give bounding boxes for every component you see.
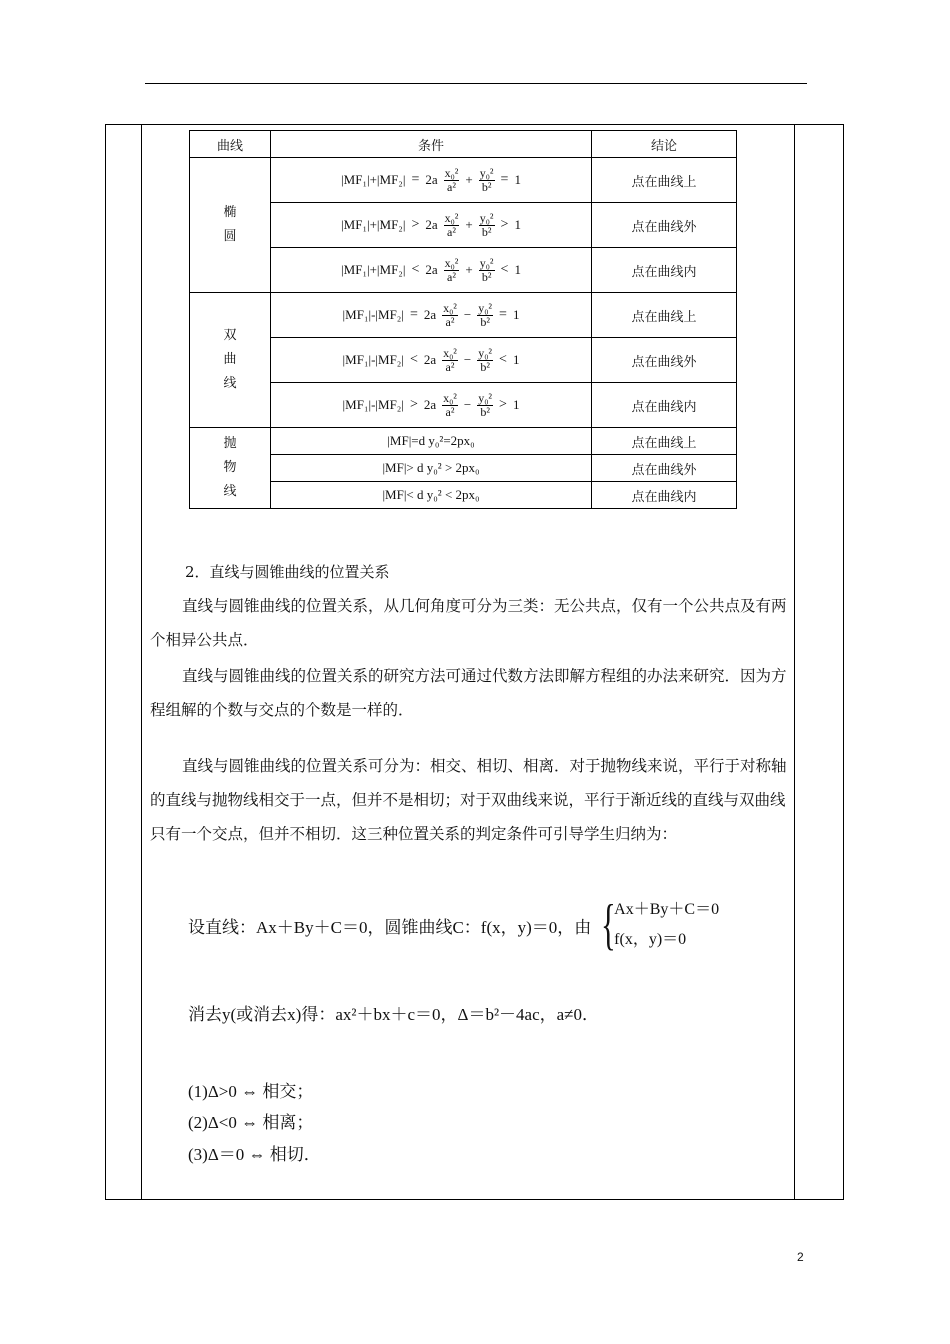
y-fraction [479,257,495,284]
x-fraction [444,212,460,239]
ellipse-row [190,158,737,203]
x-fraction [444,257,460,284]
ellipse-group [190,158,737,293]
conclusion-cell: 点在曲线外 [592,455,737,482]
focal-distance-sum: |MF₁|+|MF₂| [341,217,406,232]
y-fraction [477,392,493,419]
paragraph-classification [150,589,790,657]
y-numerator: y₀² [478,345,493,360]
focal-distance-sum: |MF₁|-|MF₂| [342,307,404,322]
x-denominator: a² [445,359,455,374]
paragraph-text: 直线与圆锥曲线的位置关系的研究方法可通过代数方法即解方程组的办法来研究．因为方程组解的个数与交点的个数是一样的． [150,667,787,719]
ellipse-row [190,248,737,293]
focal-distance-sum: |MF₁|-|MF₂| [342,352,404,367]
parabola-name-cell [190,428,271,509]
relation-rhs: 1 [514,262,521,277]
paragraph-relations [150,749,790,851]
condition-formula: |MF|=d y₀²=2px₀ [387,433,475,448]
ellipse-name-char: 圆 [223,229,237,244]
comparison-operator: < [409,352,418,367]
hyperbola-group [190,293,737,428]
paragraph-text: 直线与圆锥曲线的位置关系，从几何角度可分为三类：无公共点，仅有一个公共点及有两个相异公共点． [150,597,787,649]
relation-operator: > [499,397,507,412]
conclusion-cell: 点在曲线内 [592,383,737,428]
conclusion-cell: 点在曲线内 [592,248,737,293]
fraction-sign: − [463,397,472,412]
two-a: 2a [425,262,438,277]
relation-operator: < [499,352,507,367]
hyperbola-row [190,293,737,338]
condition-cell [271,203,592,248]
hyperbola-name-char: 线 [223,376,237,391]
two-a: 2a [425,172,438,187]
relation-operator: > [500,217,509,232]
case-intersect: (1)Δ>0 ⇔ 相交； [188,1082,314,1101]
condition-cell [271,482,592,509]
comparison-operator: = [411,172,420,187]
y-numerator: y₀² [479,255,494,270]
ellipse-row [190,203,737,248]
x-fraction [442,347,458,374]
y-numerator: y₀² [478,300,493,315]
fraction-sign: + [465,262,473,277]
condition-formula [341,257,521,284]
two-a: 2a [423,352,437,367]
two-a: 2a [423,397,437,412]
paragraph-text: 直线与圆锥曲线的位置关系可分为：相交、相切、相离．对于抛物线来说，平行于对称轴的直线与抛物线相交于一点，但并不是相切；对于双曲线来说，平行于渐近线的直线与双曲线只有一个交点，但并不相切．这三种位置关系的判定条件可引导学生归纳为： [150,757,787,843]
setup-equation [188,895,719,955]
ellipse-name-char: 椭 [223,205,237,220]
focal-distance-sum: |MF₁|+|MF₂| [341,262,406,277]
condition-cell [271,338,592,383]
relation-rhs: 1 [514,172,521,187]
y-numerator: y₀² [479,165,494,180]
fraction-sign: + [465,217,473,232]
relation-rhs: 1 [512,352,520,367]
y-fraction [477,347,493,374]
x-denominator: a² [445,404,455,419]
header-conclusion: 结论 [592,131,737,158]
condition-cell [271,293,592,338]
x-numerator: x₀² [444,165,459,180]
y-denominator: b² [480,314,490,329]
x-numerator: x₀² [444,255,459,270]
y-fraction [477,302,493,329]
parabola-row [190,428,737,455]
relation-rhs: 1 [514,217,521,232]
relation-operator: = [500,172,509,187]
x-denominator: a² [447,224,456,239]
paragraph-method [150,659,790,727]
y-denominator: b² [480,404,490,419]
focal-distance-sum: |MF₁|+|MF₂| [341,172,406,187]
conclusion-cell: 点在曲线上 [592,428,737,455]
relation-operator: = [499,307,507,322]
parabola-name-char: 抛 [223,436,237,451]
relation-rhs: 1 [512,397,520,412]
x-fraction [442,302,458,329]
condition-formula: |MF|> d y₀² > 2px₀ [382,460,480,475]
x-numerator: x₀² [444,210,459,225]
two-a: 2a [423,307,437,322]
y-denominator: b² [480,359,490,374]
parabola-name-char: 物 [223,460,237,475]
x-denominator: a² [447,269,456,284]
x-numerator: x₀² [443,300,457,315]
hyperbola-name-cell [190,293,271,428]
focal-distance-sum: |MF₁|-|MF₂| [342,397,404,412]
brace-icon: { [601,894,617,956]
condition-formula [343,347,520,374]
ellipse-name-cell [190,158,271,293]
condition-cell [271,455,592,482]
y-denominator: b² [481,224,492,239]
conic-position-table [189,130,737,509]
elimination-result: 消去y(或消去x)得：ax²＋bx＋c＝0，Δ＝b²－4ac，a≠0． [188,1005,600,1024]
case-tangent: (3)Δ＝0 ⇔ 相切． [188,1145,321,1164]
header-rule [145,83,807,84]
y-denominator: b² [481,179,492,194]
y-numerator: y₀² [479,210,494,225]
section-title: 2．直线与圆锥曲线的位置关系 [185,563,390,581]
comparison-operator: = [409,307,418,322]
hyperbola-name-char: 双 [223,328,237,343]
header-curve: 曲线 [190,131,271,158]
relation-rhs: 1 [512,307,520,322]
fraction-sign: + [465,172,473,187]
page-number: 2 [797,1250,804,1264]
condition-formula [341,167,521,194]
comparison-operator: < [411,262,420,277]
hyperbola-row [190,383,737,428]
frame-right-rule [794,125,795,1199]
conclusion-cell: 点在曲线内 [592,482,737,509]
fraction-sign: − [463,352,472,367]
conclusion-cell: 点在曲线上 [592,158,737,203]
conclusion-cell: 点在曲线外 [592,338,737,383]
system-eq-conic: f(x，y)＝0 [614,931,687,948]
conclusion-cell: 点在曲线外 [592,203,737,248]
condition-formula [343,392,520,419]
condition-formula [343,302,520,329]
x-denominator: a² [445,314,455,329]
comparison-operator: > [411,217,420,232]
condition-cell [271,428,592,455]
y-fraction [479,167,495,194]
y-denominator: b² [481,269,492,284]
condition-cell [271,248,592,293]
setup-text: 设直线：Ax＋By＋C＝0，圆锥曲线C：f(x，y)＝0，由 [188,917,592,937]
x-numerator: x₀² [443,390,457,405]
y-fraction [479,212,495,239]
case-separate: (2)Δ<0 ⇔ 相离； [188,1113,314,1132]
parabola-name-char: 线 [223,484,237,499]
y-numerator: y₀² [478,390,493,405]
header-condition: 条件 [271,131,592,158]
x-fraction [444,167,460,194]
parabola-group [190,428,737,509]
condition-cell [271,383,592,428]
parabola-row [190,455,737,482]
system-eq-line: Ax＋By＋C＝0 [614,901,720,918]
condition-formula [341,212,521,239]
conclusion-cell: 点在曲线上 [592,293,737,338]
parabola-row [190,482,737,509]
condition-cell [271,158,592,203]
x-numerator: x₀² [443,345,457,360]
equation-system [595,895,719,955]
relation-operator: < [500,262,509,277]
frame-left-rule [141,125,142,1199]
hyperbola-name-char: 曲 [223,352,237,367]
x-denominator: a² [447,179,456,194]
condition-formula: |MF|< d y₀² < 2px₀ [382,487,480,502]
comparison-operator: > [409,397,418,412]
two-a: 2a [425,217,438,232]
x-fraction [442,392,458,419]
fraction-sign: − [463,307,472,322]
hyperbola-row [190,338,737,383]
